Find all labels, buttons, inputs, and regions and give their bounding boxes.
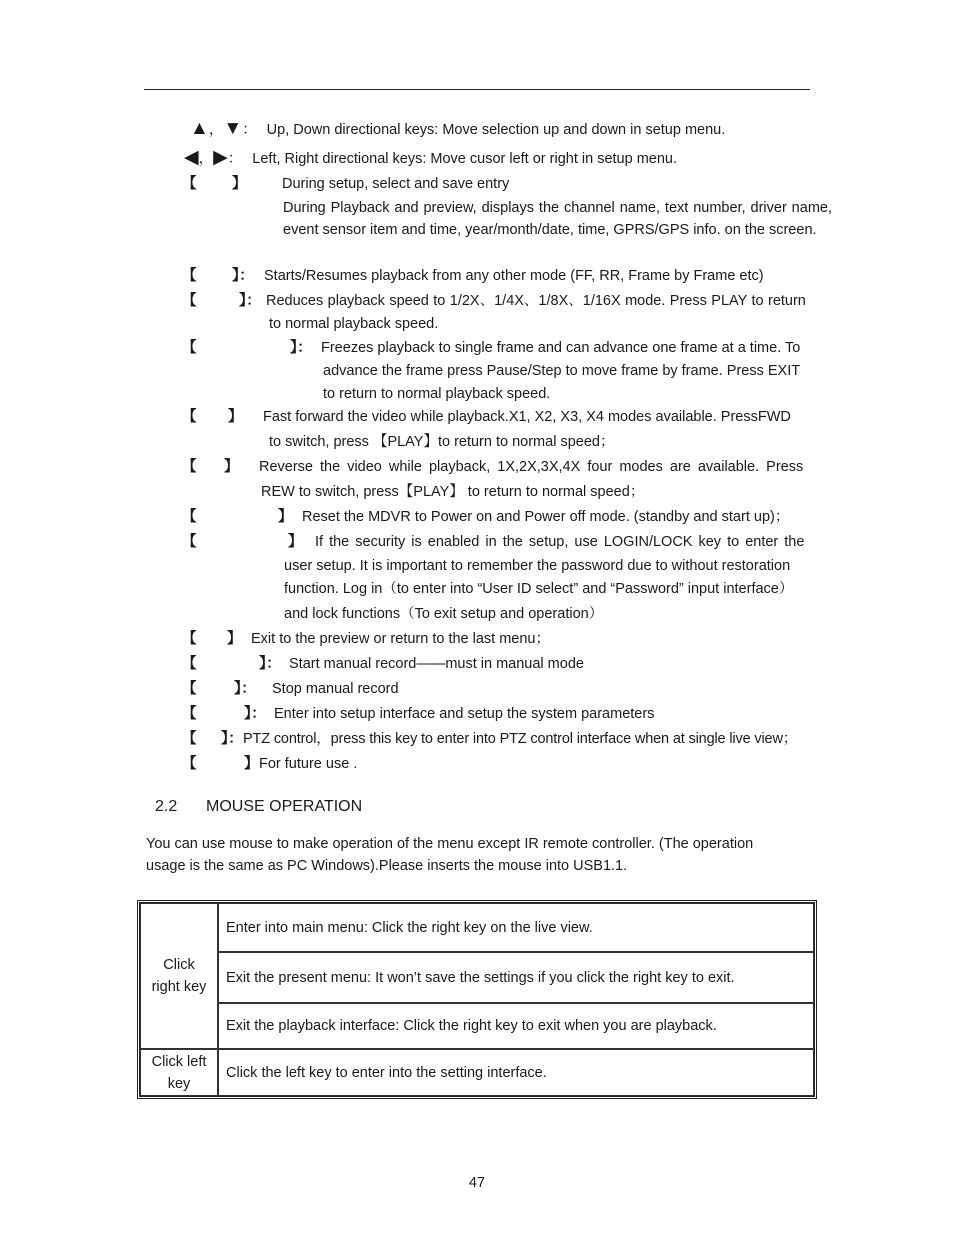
- entry-text: Start manual record——must in manual mode: [289, 656, 584, 672]
- bracket-open: 【: [182, 409, 197, 425]
- section-title: MOUSE OPERATION: [206, 798, 363, 815]
- down-arrow-icon: ▼: [223, 118, 243, 139]
- entry-text: For future use .: [259, 756, 358, 772]
- bracket-open: 【: [182, 706, 197, 722]
- table-cell: Exit the playback interface: Click the right key to exit when you are playback.: [218, 1003, 814, 1049]
- table-cell: Click the left key to enter into the setting interface.: [218, 1049, 814, 1096]
- intro-line: usage is the same as PC Windows).Please inserts the mouse into USB1.1.: [146, 858, 628, 874]
- entry-text: Fast forward the video while playback.X1, X2, X3, X4 modes available. PressFWD: [263, 409, 791, 425]
- entry-continuation: to return to normal playback speed.: [323, 386, 551, 402]
- entry-text: PTZ control，press this key to enter into PTZ control interface when at single live view；: [243, 731, 798, 747]
- key-line-up-down: ▲，▼： Up, Down directional keys: Move selection up and down in setup menu.: [190, 118, 726, 139]
- bracket-close: 】: [227, 631, 242, 647]
- bracket-open: 【: [182, 459, 197, 475]
- entry-continuation: to switch, press 【PLAY】to return to normal speed；: [269, 434, 615, 450]
- bracket-open: 【: [182, 731, 197, 747]
- up-arrow-icon: ▲: [190, 118, 209, 139]
- bracket-open: 【: [182, 756, 197, 772]
- bracket-close: 】：: [232, 268, 254, 284]
- bracket-close: 】: [224, 459, 239, 475]
- bracket-open: 【: [182, 681, 197, 697]
- bracket-close: 】：: [221, 731, 243, 747]
- entry-continuation: to normal playback speed.: [269, 316, 439, 332]
- key-desc: Up, Down directional keys: Move selection up and down in setup menu.: [266, 122, 726, 138]
- bracket-close: 】: [232, 176, 247, 192]
- bracket-open: 【: [182, 176, 197, 192]
- table-row: [140, 1049, 814, 1096]
- bracket-close: 】: [278, 509, 293, 525]
- table-cell: Exit the present menu: It won’t save the settings if you click the right key to exit.: [218, 952, 814, 1003]
- entry-text: Freezes playback to single frame and can advance one frame at a time. To: [321, 340, 801, 356]
- header-rule: [144, 89, 810, 90]
- bracket-open: 【: [182, 340, 197, 356]
- entry-text: Reverse the video while playback, 1X,2X,3X,4X four modes are available. Press: [259, 459, 804, 475]
- bracket-close: 】：: [234, 681, 256, 697]
- entry-continuation: REW to switch, press【PLAY】 to return to normal speed；: [261, 484, 645, 500]
- entry-text: Exit to the preview or return to the last menu；: [251, 631, 550, 647]
- left-key-label: Click left key: [140, 1049, 218, 1096]
- bracket-open: 【: [182, 534, 197, 550]
- page-number: 47: [468, 1175, 486, 1191]
- table-row: [140, 903, 814, 952]
- entry-text: Enter into setup interface and setup the system parameters: [274, 706, 655, 722]
- bracket-close: 】：: [244, 706, 266, 722]
- mouse-operation-table: [137, 900, 817, 1099]
- entry-continuation: advance the frame press Pause/Step to move frame by frame. Press EXIT: [323, 363, 801, 379]
- entry-text: Stop manual record: [272, 681, 399, 697]
- section-heading: [155, 797, 362, 817]
- table-cell: Enter into main menu: Click the right key on the live view.: [218, 903, 814, 952]
- section-number: 2.2: [155, 798, 178, 815]
- bracket-open: 【: [182, 656, 197, 672]
- entry-text: Starts/Resumes playback from any other mode (FF, RR, Frame by Frame etc): [264, 268, 764, 284]
- table-row: [140, 1003, 814, 1049]
- entry-text: During setup, select and save entry: [282, 176, 510, 192]
- bracket-close: 】: [228, 409, 243, 425]
- bracket-open: 【: [182, 268, 197, 284]
- right-arrow-icon: ▶: [213, 147, 228, 168]
- bracket-open: 【: [182, 631, 197, 647]
- bracket-open: 【: [182, 509, 197, 525]
- left-arrow-icon: ◀: [184, 147, 199, 168]
- bracket-close: 】：: [290, 340, 312, 356]
- key-line-left-right: ◀，▶： Left, Right directional keys: Move cusor left or right in setup menu.: [184, 147, 678, 168]
- entry-continuation: and lock functions（To exit setup and operation）: [284, 606, 604, 622]
- bracket-close: 】: [244, 756, 259, 772]
- right-key-label: Click right key: [140, 903, 218, 1049]
- entry-text: Reduces playback speed to 1/2X、1/4X、1/8X、1/16X mode. Press PLAY to return: [266, 293, 806, 309]
- key-desc: Left, Right directional keys: Move cusor left or right in setup menu.: [252, 151, 678, 167]
- entry-text: Reset the MDVR to Power on and Power off mode. (standby and start up)；: [302, 509, 790, 525]
- entry-text: If the security is enabled in the setup, use LOGIN/LOCK key to enter the: [315, 534, 805, 550]
- bracket-open: 【: [182, 293, 197, 309]
- bracket-close: 】: [288, 534, 303, 550]
- table-row: [140, 952, 814, 1003]
- entry-continuation: function. Log in（to enter into “User ID select” and “Password” input interface）: [284, 581, 794, 597]
- entry-continuation: user setup. It is important to remember the password due to without restoration: [284, 558, 791, 574]
- entry-paragraph: During Playback and preview, displays the channel name, text number, driver name, event sensor item and time, year/month/date, time, GPRS/GPS info. on the screen.: [283, 200, 832, 238]
- bracket-close: 】：: [239, 293, 261, 309]
- bracket-close: 】：: [259, 656, 281, 672]
- intro-line: You can use mouse to make operation of the menu except IR remote controller. (The operation: [146, 836, 754, 852]
